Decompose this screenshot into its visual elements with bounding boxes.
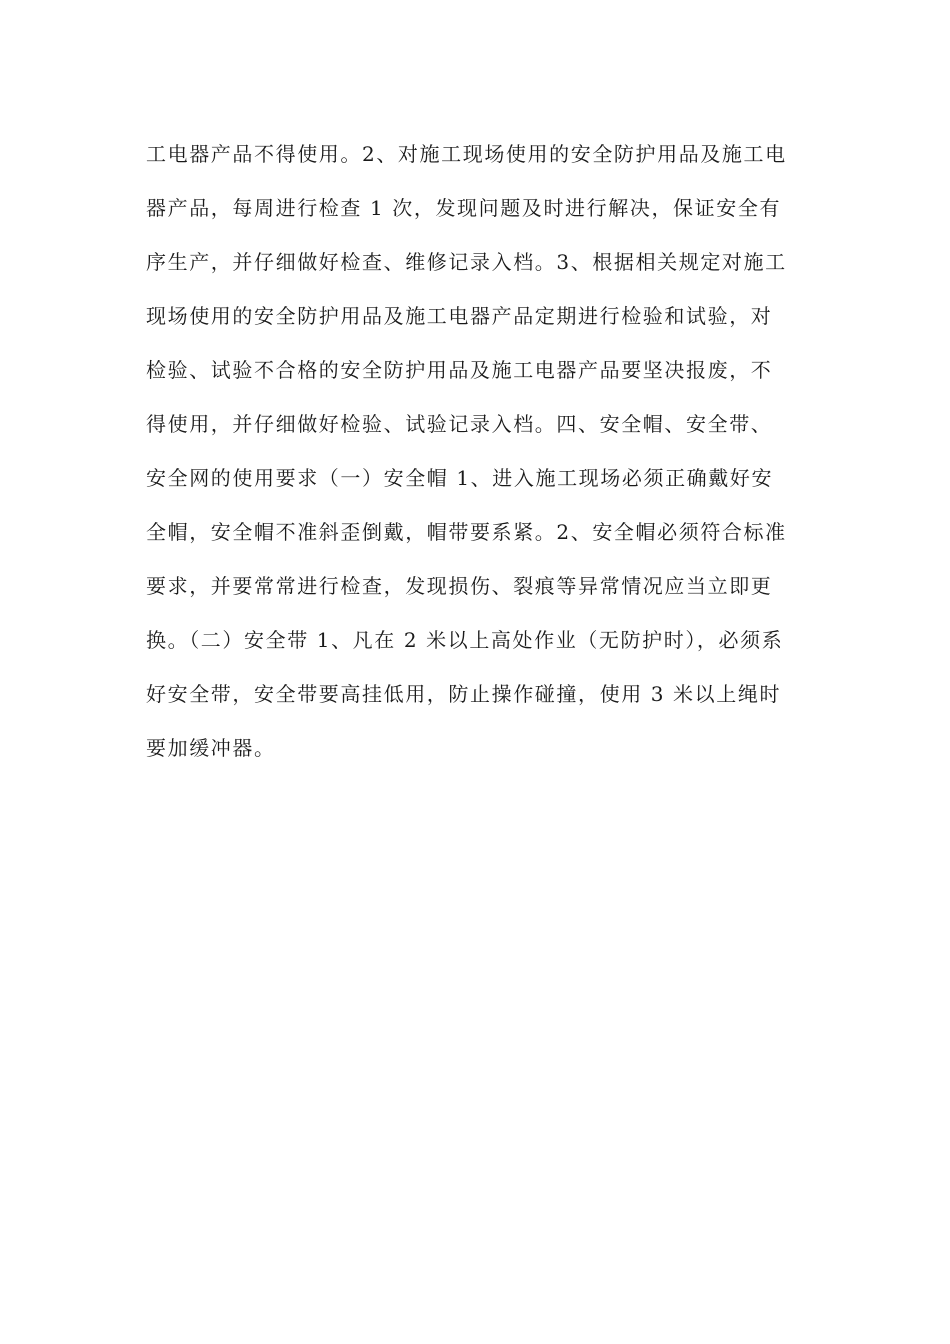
text-line: 好安全带，安全带要高挂低用，防止操作碰撞，使用 3 米以上绳时 (146, 682, 782, 706)
text-line: 检验、试验不合格的安全防护用品及施工电器产品要坚决报废，不 (146, 358, 773, 382)
text-line: 要加缓冲器。 (146, 736, 276, 760)
text-line: 工电器产品不得使用。2、对施工现场使用的安全防护用品及施工电 (146, 142, 787, 166)
text-line: 要求，并要常常进行检查，发现损伤、裂痕等异常情况应当立即更 (146, 574, 773, 598)
body-text (146, 134, 816, 782)
text-line: 器产品，每周进行检查 1 次，发现问题及时进行解决，保证安全有 (146, 196, 782, 220)
text-line: 序生产，并仔细做好检查、维修记录入档。3、根据相关规定对施工 (146, 250, 787, 274)
text-line: 安全网的使用要求（一）安全帽 1、进入施工现场必须正确戴好安 (146, 466, 774, 490)
text-line: 现场使用的安全防护用品及施工电器产品定期进行检验和试验，对 (146, 304, 773, 328)
text-line: 得使用，并仔细做好检验、试验记录入档。四、安全帽、安全带、 (146, 412, 773, 436)
text-line: 换。（二）安全带 1、凡在 2 米以上高处作业（无防护时），必须系 (146, 628, 784, 652)
text-line: 全帽，安全帽不准斜歪倒戴，帽带要系紧。2、安全帽必须符合标准 (146, 520, 787, 544)
